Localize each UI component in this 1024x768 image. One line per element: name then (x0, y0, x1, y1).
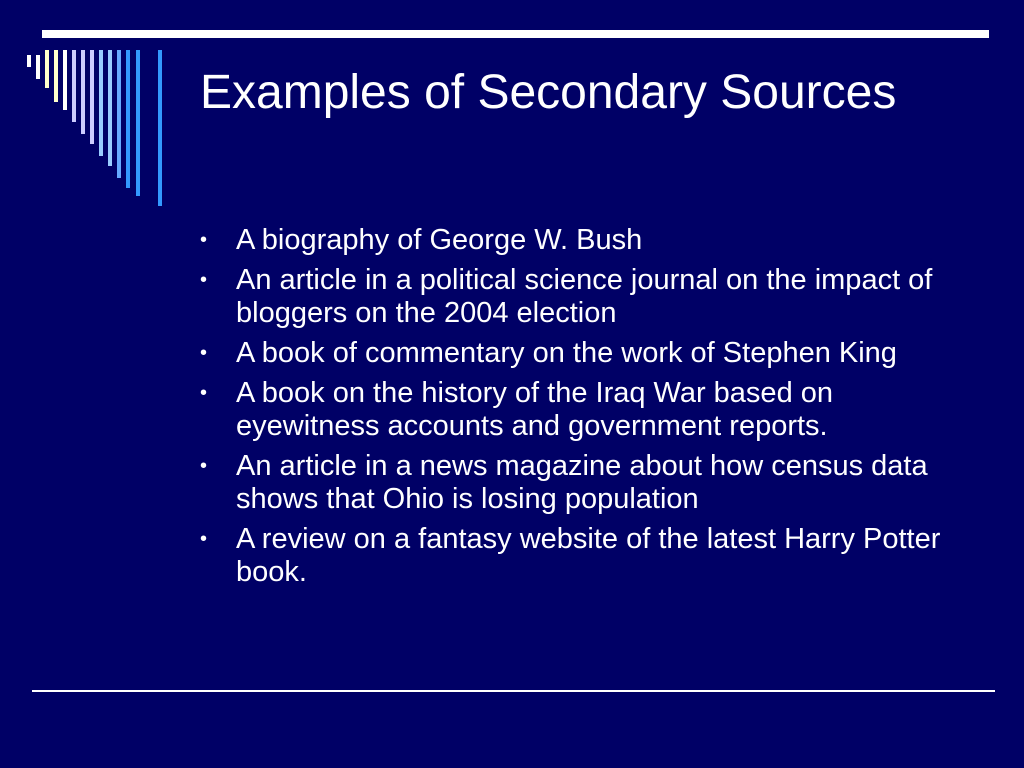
stripe-12 (126, 50, 130, 188)
bullet-dot-icon: • (200, 229, 208, 251)
stripe-1 (27, 55, 31, 67)
bullet-text: A book of commentary on the work of Stephen King (236, 337, 897, 369)
stripe-6 (72, 50, 76, 122)
bullet-item (196, 264, 966, 330)
bullet-text: An article in a political science journal on the impact of bloggers on the 2004 election (236, 264, 933, 329)
top-rule-divider (42, 30, 989, 38)
stripe-11 (117, 50, 121, 178)
bullet-item (196, 224, 966, 257)
bullet-dot-icon: • (200, 528, 208, 550)
bullet-item (196, 450, 966, 516)
bullet-item (196, 523, 966, 589)
bullet-text: A book on the history of the Iraq War based on eyewitness accounts and government reports. (236, 377, 834, 442)
stripe-5 (63, 50, 67, 110)
stripe-9 (99, 50, 103, 156)
bullet-dot-icon: • (200, 342, 208, 364)
bullet-text: A biography of George W. Bush (236, 224, 643, 256)
stripe-10 (108, 50, 112, 166)
bullet-text: A review on a fantasy website of the latest Harry Potter book. (236, 523, 941, 588)
bullet-item (196, 377, 966, 443)
stripe-2 (36, 55, 40, 79)
bullet-item (196, 337, 966, 370)
stripe-14 (158, 50, 162, 206)
bullet-dot-icon: • (200, 382, 208, 404)
bullet-text: An article in a news magazine about how census data shows that Ohio is losing population (236, 450, 928, 515)
bullet-dot-icon: • (200, 269, 208, 291)
decorative-stripes-icon (0, 0, 180, 220)
bullet-list (196, 224, 966, 596)
bottom-rule-divider (32, 690, 995, 692)
stripe-4 (54, 50, 58, 102)
stripe-13 (136, 50, 140, 196)
stripe-7 (81, 50, 85, 134)
stripe-3 (45, 50, 49, 88)
stripe-8 (90, 50, 94, 144)
slide-title: Examples of Secondary Sources (200, 66, 897, 119)
bullet-dot-icon: • (200, 455, 208, 477)
